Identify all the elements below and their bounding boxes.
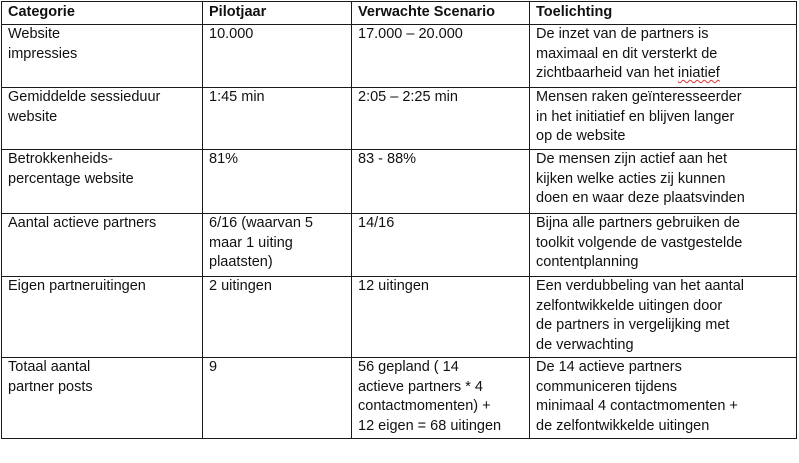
table-row xyxy=(2,150,797,214)
cell-pilotjaar: 81% xyxy=(203,150,352,214)
table-header-row xyxy=(2,2,797,25)
cell-pilotjaar: 10.000 xyxy=(203,25,352,88)
header-toelichting: Toelichting xyxy=(530,2,797,25)
header-verwachte-scenario: Verwachte Scenario xyxy=(352,2,530,25)
cell-categorie: Website impressies xyxy=(2,25,203,88)
header-categorie: Categorie xyxy=(2,2,203,25)
spellcheck-flagged-word: iniatief xyxy=(677,65,720,81)
cell-verwacht: 17.000 – 20.000 xyxy=(352,25,530,88)
cell-categorie: Betrokkenheids- percentage website xyxy=(2,150,203,214)
cell-pilotjaar: 2 uitingen xyxy=(203,277,352,358)
toelichting-text: De inzet van de partners is maximaal en dit versterkt de zichtbaarheid van het xyxy=(536,26,718,81)
table-row xyxy=(2,358,797,439)
cell-verwacht: 14/16 xyxy=(352,214,530,277)
cell-categorie: Aantal actieve partners xyxy=(2,214,203,277)
cell-categorie: Gemiddelde sessieduur website xyxy=(2,88,203,150)
cell-toelichting: Mensen raken geïnteresseerder in het initiatief en blijven langer op de website xyxy=(530,88,797,150)
cell-toelichting: Een verdubbeling van het aantal zelfontwikkelde uitingen door de partners in vergelijking met de verwachting xyxy=(530,277,797,358)
cell-toelichting xyxy=(530,25,797,88)
cell-toelichting: De 14 actieve partners communiceren tijdens minimaal 4 contactmomenten + de zelfontwikkelde uitingen xyxy=(530,358,797,439)
cell-verwacht: 83 - 88% xyxy=(352,150,530,214)
cell-verwacht: 2:05 – 2:25 min xyxy=(352,88,530,150)
table-row xyxy=(2,25,797,88)
kpi-table xyxy=(1,1,797,439)
table-row xyxy=(2,277,797,358)
cell-pilotjaar: 6/16 (waarvan 5 maar 1 uiting plaatsten) xyxy=(203,214,352,277)
header-pilotjaar: Pilotjaar xyxy=(203,2,352,25)
cell-verwacht: 12 uitingen xyxy=(352,277,530,358)
cell-categorie: Totaal aantal partner posts xyxy=(2,358,203,439)
cell-pilotjaar: 9 xyxy=(203,358,352,439)
cell-pilotjaar: 1:45 min xyxy=(203,88,352,150)
cell-toelichting: De mensen zijn actief aan het kijken welke acties zij kunnen doen en waar deze plaatsvinden xyxy=(530,150,797,214)
cell-toelichting: Bijna alle partners gebruiken de toolkit volgende de vastgestelde contentplanning xyxy=(530,214,797,277)
cell-categorie: Eigen partneruitingen xyxy=(2,277,203,358)
table-row xyxy=(2,214,797,277)
cell-verwacht: 56 gepland ( 14 actieve partners * 4 contactmomenten) + 12 eigen = 68 uitingen xyxy=(352,358,530,439)
table-row xyxy=(2,88,797,150)
